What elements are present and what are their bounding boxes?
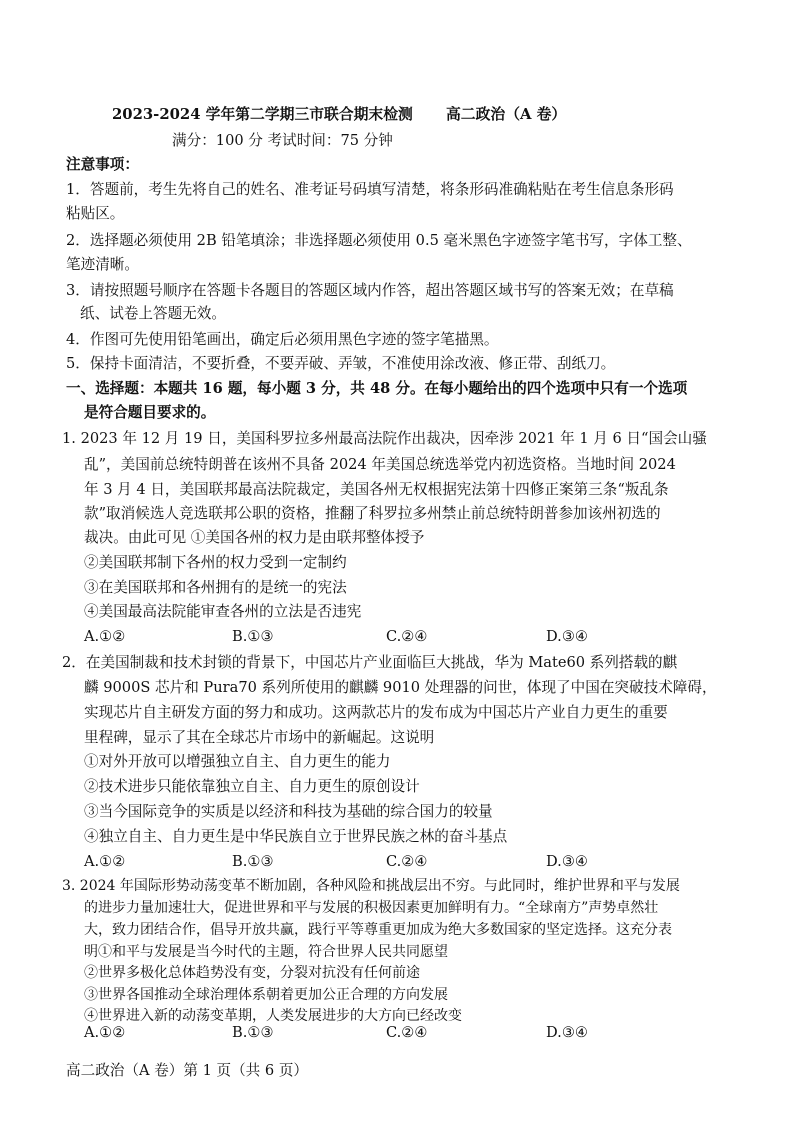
q1-choice: ②美国联邦制下各州的权力受到一定制约 xyxy=(84,554,347,571)
q2-option-c: C.②④ xyxy=(386,853,428,870)
q1-stem-line: 款”取消候选人竞选联邦公职的资格，推翻了科罗拉多州禁止前总统特朗普参加该州初选的 xyxy=(84,505,661,522)
q1-choice: ④美国最高法院能审查各州的立法是否违宪 xyxy=(84,603,362,620)
note-line: 纸、试卷上答题无效。 xyxy=(80,305,226,322)
q3-option-a: A.①② xyxy=(84,1024,126,1041)
q3-stem-line: 3. 2024 年国际形势动荡变革不断加剧，各种风险和挑战层出不穷。与此同时，维护世界和平与发展 xyxy=(62,878,680,894)
q1-stem-line: 乱”，美国前总统特朗普在该州不具备 2024 年美国总统选举党内初选资格。当地时间 2024 xyxy=(84,456,676,473)
q2-option-b: B.①③ xyxy=(232,853,274,870)
q1-stem-line: 1. 2023 年 12 月 19 日，美国科罗拉多州最高法院作出裁决，因牵涉 2021 年 1 月 6 日“国会山骚 xyxy=(62,430,707,447)
q2-stem-line: 实现芯片自主研发方面的努力和成功。这两款芯片的发布成为中国芯片产业自力更生的重要 xyxy=(84,704,668,721)
note-line: 3．请按照题号顺序在答题卡各题目的答题区域内作答，超出答题区域书写的答案无效；在草稿 xyxy=(66,282,674,299)
q3-stem-line: 大，致力团结合作，倡导开放共赢，践行平等尊重更加成为绝大多数国家的坚定选择。这充分表 xyxy=(84,922,672,938)
section-heading: 一、选择题：本题共 16 题，每小题 3 分，共 48 分。在每小题给出的四个选项中只有一个选项 xyxy=(66,380,688,397)
q1-option-d: D.③④ xyxy=(546,628,588,645)
section-heading-cont: 是符合题目要求的。 xyxy=(84,404,216,421)
q3-choice: ③世界各国推动全球治理体系朝着更加公正合理的方向发展 xyxy=(84,987,448,1003)
q2-option-a: A.①② xyxy=(84,853,126,870)
note-line: 笔迹清晰。 xyxy=(66,256,139,273)
q2-choice: ①对外开放可以增强独立自主、自力更生的能力 xyxy=(84,753,391,770)
note-line: 2．选择题必须使用 2B 铅笔填涂；非选择题必须使用 0.5 毫米黑色字迹签字笔书写，字体工整、 xyxy=(66,232,692,249)
q3-option-d: D.③④ xyxy=(546,1024,588,1041)
q1-option-c: C.②④ xyxy=(386,628,428,645)
q2-choice: ④独立自主、自力更生是中华民族自立于世界民族之林的奋斗基点 xyxy=(84,828,508,845)
exam-title: 2023-2024 学年第二学期三市联合期末检测 xyxy=(112,106,413,123)
q2-choice: ②技术进步只能依靠独立自主、自力更生的原创设计 xyxy=(84,778,420,795)
q3-choice: ②世界多极化总体趋势没有变，分裂对抗没有任何前途 xyxy=(84,965,420,981)
q1-stem-line: 裁决。由此可见 ①美国各州的权力是由联邦整体授予 xyxy=(84,529,425,546)
note-line: 5．保持卡面清洁，不要折叠，不要弄破、弄皱，不准使用涂改液、修正带、刮纸刀。 xyxy=(66,355,616,372)
q2-option-d: D.③④ xyxy=(546,853,588,870)
q2-stem-line: 里程碑，显示了其在全球芯片市场中的新崛起。这说明 xyxy=(84,729,435,746)
note-line: 粘贴区。 xyxy=(66,205,125,222)
q3-option-b: B.①③ xyxy=(232,1024,274,1041)
q1-stem-line: 年 3 月 4 日，美国联邦最高法院裁定，美国各州无权根据宪法第十四修正案第三条“叛乱条 xyxy=(84,481,669,498)
q3-option-c: C.②④ xyxy=(386,1024,428,1041)
note-line: 1．答题前，考生先将自己的姓名、准考证号码填写清楚，将条形码准确粘贴在考生信息条形码 xyxy=(66,181,674,198)
q2-stem-line: 2．在美国制裁和技术封锁的背景下，中国芯片产业面临巨大挑战，华为 Mate60 系列搭载的麒 xyxy=(62,654,678,671)
q3-stem-line: 明①和平与发展是当今时代的主题，符合世界人民共同愿望 xyxy=(84,944,448,960)
q3-choice: ④世界进入新的动荡变革期，人类发展进步的大方向已经改变 xyxy=(84,1008,462,1024)
score-time: 满分：100 分 考试时间：75 分钟 xyxy=(172,132,393,149)
q1-option-b: B.①③ xyxy=(232,628,274,645)
notes-heading: 注意事项： xyxy=(66,156,139,173)
q3-stem-line: 的进步力量加速壮大，促进世界和平与发展的积极因素更加鲜明有力。“全球南方”声势卓然壮 xyxy=(84,900,659,916)
note-line: 4．作图可先使用铅笔画出，确定后必须用黑色字迹的签字笔描黑。 xyxy=(66,331,499,348)
q1-option-a: A.①② xyxy=(84,628,126,645)
page-footer: 高二政治（A 卷）第 1 页（共 6 页） xyxy=(66,1062,309,1079)
q2-stem-line: 麟 9000S 芯片和 Pura70 系列所使用的麒麟 9010 处理器的问世，体现了中国在突破技术障碍， xyxy=(84,679,717,696)
q1-choice: ③在美国联邦和各州拥有的是统一的宪法 xyxy=(84,579,347,596)
q2-choice: ③当今国际竞争的实质是以经济和科技为基础的综合国力的较量 xyxy=(84,803,493,820)
exam-subject: 高二政治（A 卷） xyxy=(446,106,567,123)
